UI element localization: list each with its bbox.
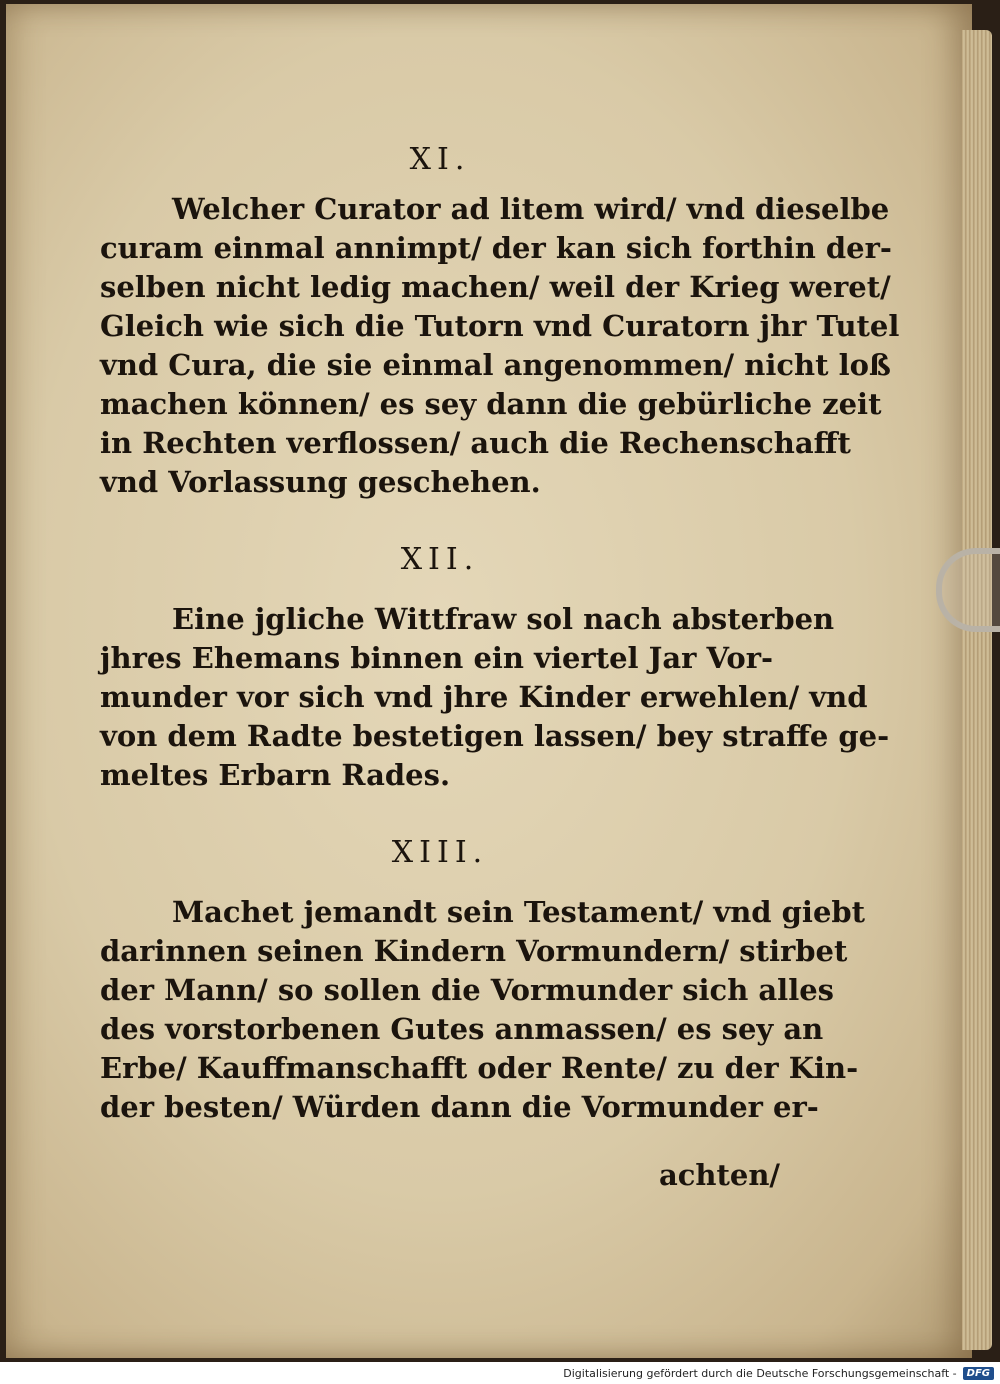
text-line: des vorstorbenen Gutes anmassen/ es sey an <box>100 1012 824 1046</box>
section-heading-xiii: XIII. <box>391 835 489 870</box>
text-line: munder vor sich vnd jhre Kinder erwehlen/ vnd <box>100 680 868 714</box>
text-line: curam einmal annimpt/ der kan sich forthin der- <box>100 231 892 265</box>
footer-credit-text: Digitalisierung gefördert durch die Deutsche Forschungsgemeinschaft - <box>563 1366 957 1380</box>
catchword: achten/ <box>658 1158 780 1192</box>
text-line: vnd Vorlassung geschehen. <box>100 465 541 499</box>
text-line: von dem Radte bestetigen lassen/ bey straffe ge- <box>100 719 890 753</box>
text-line: jhres Ehemans binnen ein viertel Jar Vor- <box>100 641 774 675</box>
page-edges <box>962 30 992 1350</box>
text-line: machen können/ es sey dann die gebürliche zeit <box>100 387 882 421</box>
section-heading-xii: XII. <box>400 542 480 577</box>
text-line: Eine jgliche Wittfraw sol nach absterben <box>172 602 835 636</box>
text-line: vnd Cura, die sie einmal angenommen/ nicht loß <box>100 348 891 382</box>
section-heading-xi: XI. <box>409 142 471 177</box>
text-line: Welcher Curator ad litem wird/ vnd dieselbe <box>172 192 890 226</box>
text-line: Machet jemandt sein Testament/ vnd giebt <box>172 895 866 929</box>
text-line: Erbe/ Kauffmanschafft oder Rente/ zu der Kin- <box>100 1051 859 1085</box>
section-paragraph-xii <box>100 600 890 795</box>
text-line: in Rechten verflossen/ auch die Rechenschafft <box>100 426 851 460</box>
section-paragraph-xi <box>100 190 900 502</box>
text-line: Gleich wie sich die Tutorn vnd Curatorn jhr Tutel <box>100 309 900 343</box>
text-line: selben nicht ledig machen/ weil der Krieg weret/ <box>100 270 891 304</box>
section-paragraph-xiii <box>100 893 866 1127</box>
dfg-logo-icon: DFG <box>963 1367 994 1380</box>
text-line: der besten/ Würden dann die Vormunder er- <box>100 1090 819 1124</box>
text-line: darinnen seinen Kindern Vormundern/ stirbet <box>100 934 848 968</box>
text-line: meltes Erbarn Rades. <box>100 758 451 792</box>
digitization-footer <box>0 1362 1000 1384</box>
page-text <box>100 140 900 1224</box>
text-line: der Mann/ so sollen die Vormunder sich alles <box>100 973 834 1007</box>
